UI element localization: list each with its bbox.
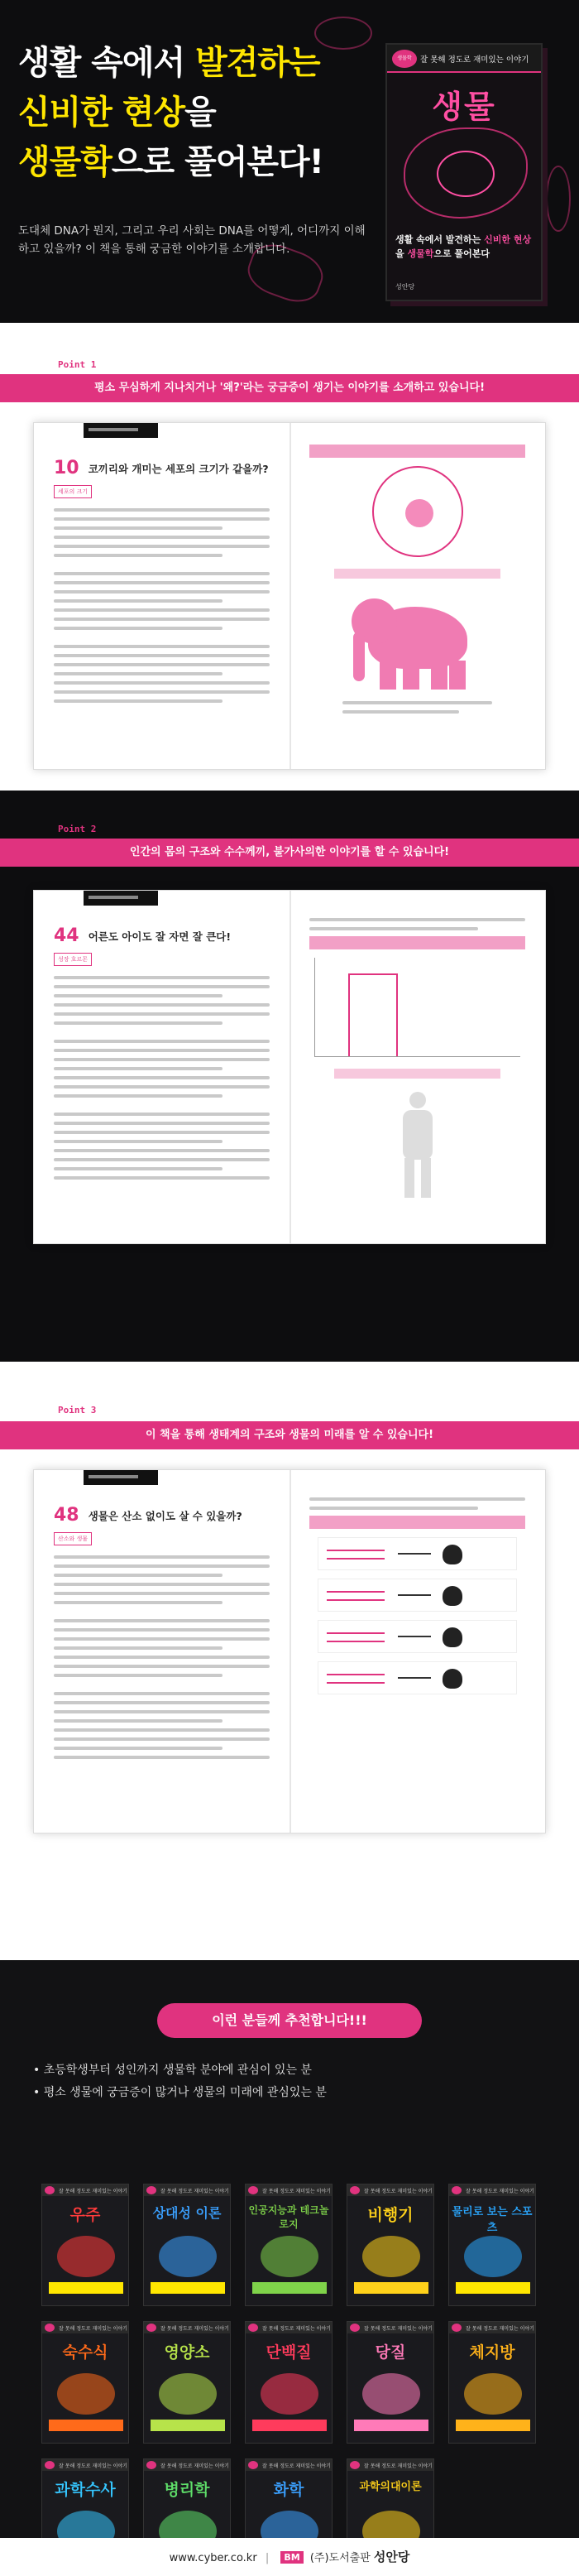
series-book[interactable]: 잘 못해 정도로 재미있는 이야기 화학 xyxy=(245,2458,333,2576)
chapter-title: 어른도 아이도 잘 자면 잘 큰다! xyxy=(88,930,232,943)
spread-right-page xyxy=(290,891,545,1243)
respiration-diagram-row xyxy=(318,1620,517,1653)
hero-banner xyxy=(0,0,579,323)
recommend-list xyxy=(33,2059,546,2103)
series-book[interactable]: 잘 못해 정도로 재미있는 이야기 당질 xyxy=(347,2321,434,2444)
series-book[interactable]: 잘 못해 정도로 재미있는 이야기 숙수식 xyxy=(41,2321,129,2444)
elephant-illustration xyxy=(352,590,484,690)
spread-left-page xyxy=(34,891,290,1243)
chapter-tag: 산소와 생물 xyxy=(54,1532,92,1545)
spread-right-page xyxy=(290,1470,545,1833)
recommend-item: • 초등학생부터 성인까지 생물학 분야에 관심이 있는 분 xyxy=(33,2064,312,2077)
spread-left-page xyxy=(34,423,290,769)
book-spread-3 xyxy=(33,1469,546,1833)
doodle-decoration xyxy=(314,17,372,50)
chapter-number: 48 xyxy=(54,1505,79,1526)
hero-title-line-2: 신비한 현상을 xyxy=(18,94,216,132)
cell-diagram xyxy=(372,466,463,557)
point-banner: 평소 무심하게 지나치거나 '왜?'라는 궁금증이 생기는 이야기를 소개하고 있습니다! xyxy=(0,374,579,402)
series-book[interactable]: 잘 못해 정도로 재미있는 이야기 단백질 xyxy=(245,2321,333,2444)
spread-right-page xyxy=(290,423,545,769)
series-book[interactable]: 잘 못해 정도로 재미있는 이야기 영양소 xyxy=(143,2321,231,2444)
book-cover xyxy=(385,43,543,301)
series-book[interactable]: 잘 못해 정도로 재미있는 이야기 과학의대이론 xyxy=(347,2458,434,2576)
series-book[interactable]: 잘 못해 정도로 재미있는 이야기 비행기 xyxy=(347,2184,434,2306)
hormone-chart xyxy=(314,958,520,1057)
point-section-2 xyxy=(0,791,579,1362)
publisher-logo: BM xyxy=(280,2551,303,2564)
chapter-number: 10 xyxy=(54,458,79,478)
hero-title-line-3: 생물학으로 풀어본다! xyxy=(18,143,323,181)
chapter-title: 생물은 산소 없이도 살 수 있을까? xyxy=(88,1510,242,1522)
hero-title-line-1: 생활 속에서 발견하는 xyxy=(18,44,320,82)
respiration-diagram-row xyxy=(318,1579,517,1612)
footer-url[interactable]: www.cyber.co.kr xyxy=(169,2552,257,2564)
chapter-title: 코끼리와 개미는 세포의 크기가 같을까? xyxy=(88,463,269,475)
series-book[interactable]: 잘 못해 정도로 재미있는 이야기 물리로 보는 스포츠 xyxy=(448,2184,536,2306)
series-badge: 생물학 xyxy=(392,50,417,68)
publisher-name: (주)도서출판 xyxy=(309,2552,374,2564)
series-book[interactable]: 잘 못해 정도로 재미있는 이야기 우주 xyxy=(41,2184,129,2306)
body-text-lines xyxy=(54,508,270,703)
series-book[interactable]: 잘 못해 정도로 재미있는 이야기 인공지능과 테크놀로지 xyxy=(245,2184,333,2306)
series-title: 잘 못해 정도로 재미있는 이야기 xyxy=(420,55,529,65)
human-body-illustration xyxy=(393,1092,443,1199)
point-label: Point 3 xyxy=(58,1405,97,1415)
chapter-tag: 세포의 크기 xyxy=(54,485,92,498)
recommend-heading: 이런 분들께 추천합니다!!! xyxy=(157,2003,422,2038)
publisher-brand: 성안당 xyxy=(373,2550,410,2564)
series-book[interactable]: 잘 못해 정도로 재미있는 이야기 체지방 xyxy=(448,2321,536,2444)
chapter-number: 44 xyxy=(54,925,79,946)
spread-left-page xyxy=(34,1470,290,1833)
book-spread-2 xyxy=(33,890,546,1244)
body-text-lines xyxy=(54,1555,270,1759)
book-cover-header xyxy=(387,45,541,73)
recommend-item: • 평소 생물에 궁금증이 많거나 생물의 미래에 관심있는 분 xyxy=(33,2085,327,2099)
body-text-lines xyxy=(54,976,270,1180)
point-label: Point 2 xyxy=(58,824,97,834)
series-book[interactable]: 잘 못해 정도로 재미있는 이야기 병리학 xyxy=(143,2458,231,2576)
point-banner: 이 책을 통해 생태계의 구조와 생물의 미래를 알 수 있습니다! xyxy=(0,1421,579,1449)
respiration-diagram-row xyxy=(318,1537,517,1570)
point-banner: 인간의 몸의 구조와 수수께끼, 불가사의한 이야기를 할 수 있습니다! xyxy=(0,839,579,867)
point-label: Point 1 xyxy=(58,359,97,370)
book-title: 생물 xyxy=(432,89,496,125)
respiration-diagram-row xyxy=(318,1661,517,1694)
point-section-3 xyxy=(0,1362,579,1960)
book-spread-1 xyxy=(33,422,546,770)
series-book[interactable]: 잘 못해 정도로 재미있는 이야기 상대성 이론 xyxy=(143,2184,231,2306)
footer: www.cyber.co.kr | BM (주)도서출판 성안당 xyxy=(0,2538,579,2576)
series-book[interactable]: 잘 못해 정도로 재미있는 이야기 과학수사 xyxy=(41,2458,129,2576)
book-publisher: 성안당 xyxy=(395,283,415,291)
cover-illustration-detail xyxy=(437,151,495,197)
book-subtitle: 생활 속에서 발견하는 신비한 현상을 생물학으로 풀어본다 xyxy=(395,234,532,259)
recommend-section xyxy=(0,1960,579,2576)
point-section-1 xyxy=(0,323,579,791)
doodle-decoration xyxy=(546,166,571,232)
chapter-tag: 성장 호르몬 xyxy=(54,953,92,966)
hero-lead-text: 도대체 DNA가 뭔지, 그리고 우리 사회는 DNA를 어떻게, 어디까지 이해하고 있을까? 이 책을 통해 궁금한 이야기를 소개합니다. xyxy=(18,224,366,257)
